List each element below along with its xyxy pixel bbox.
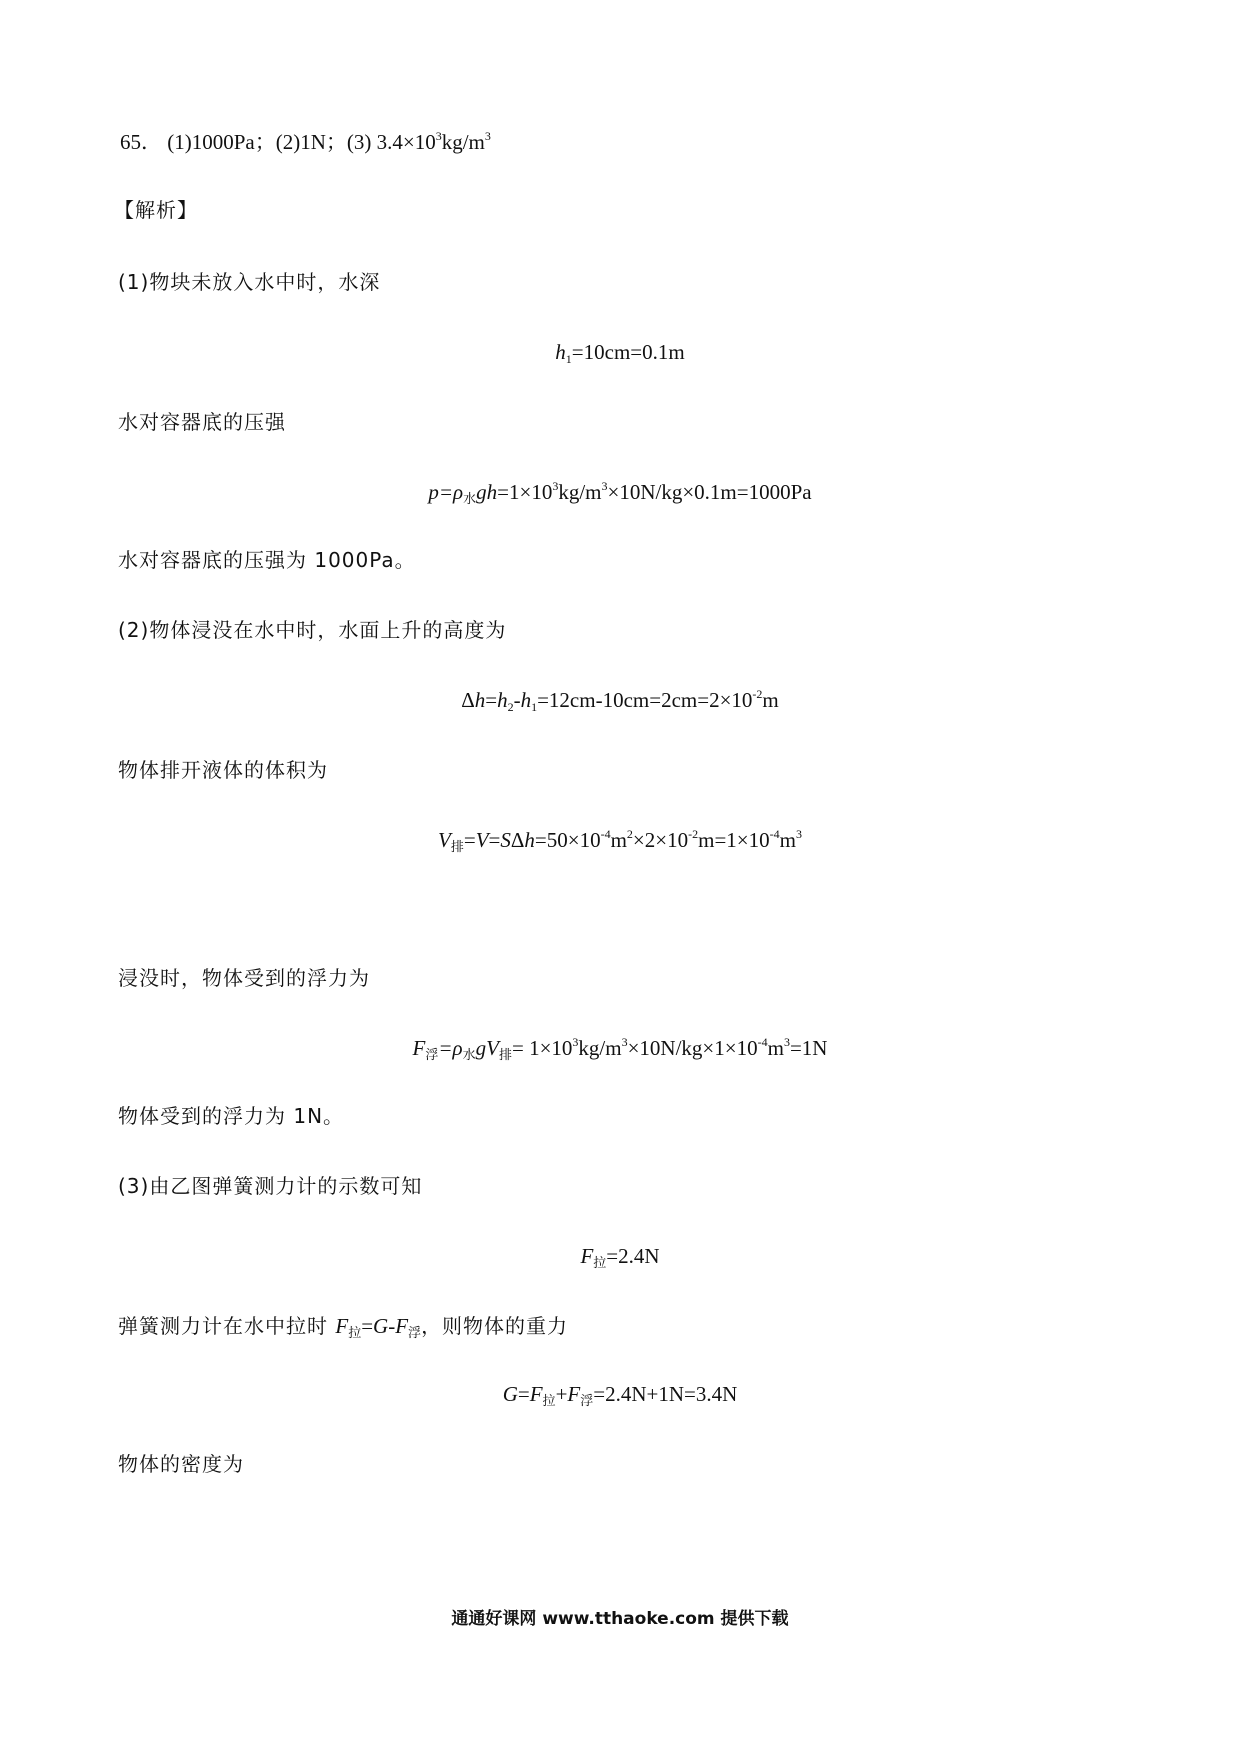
unit: kg/m xyxy=(441,130,485,154)
eq-text: ×10N/kg×1×10 xyxy=(627,1036,758,1060)
subscript: 浮 xyxy=(408,1326,422,1341)
var-h: h xyxy=(524,828,535,852)
subscript: 1 xyxy=(565,352,572,366)
var-V: V xyxy=(475,828,489,852)
subscript: 排 xyxy=(450,840,464,855)
var-p: p xyxy=(428,480,439,504)
eq-text: = xyxy=(485,688,498,712)
delta: Δ xyxy=(510,828,525,852)
exponent: 3 xyxy=(552,479,559,493)
analysis-heading: 【解析】 xyxy=(114,198,198,222)
var-g: g xyxy=(475,1036,487,1060)
page-footer: 通通好课网 www.tthaoke.com 提供下载 xyxy=(451,1609,789,1629)
eq-text: = xyxy=(517,1382,530,1406)
eq-text: - xyxy=(388,1314,396,1338)
pull-relation-line xyxy=(118,1312,568,1340)
exponent: -4 xyxy=(600,827,611,841)
equation-delta-h xyxy=(0,686,1240,714)
subscript: 拉 xyxy=(348,1326,362,1341)
exponent: -4 xyxy=(757,1035,768,1049)
eq-text: = xyxy=(463,828,476,852)
var-h: h xyxy=(474,688,486,712)
exponent: 3 xyxy=(435,129,442,143)
buoyancy-label: 浸没时，物体受到的浮力为 xyxy=(118,966,370,990)
eq-text: m xyxy=(762,688,779,712)
var-h: h xyxy=(520,688,532,712)
exponent: -2 xyxy=(752,687,763,701)
equation-gravity xyxy=(0,1380,1240,1408)
var-V: V xyxy=(486,1036,499,1060)
subscript: 排 xyxy=(498,1048,512,1063)
eq-text: ×10N/kg×0.1m=1000Pa xyxy=(607,480,812,504)
part2-intro: (2)物体浸没在水中时，水面上升的高度为 xyxy=(118,618,507,642)
density-label: 物体的密度为 xyxy=(118,1452,244,1476)
eq-text: =12cm-10cm=2cm=2×10 xyxy=(537,688,753,712)
eq-text: + xyxy=(555,1382,568,1406)
equation-volume xyxy=(0,826,1240,854)
exponent: 3 xyxy=(795,827,802,841)
text: ，则物体的重力 xyxy=(421,1314,569,1338)
subscript: 2 xyxy=(507,700,514,714)
subscript: 1 xyxy=(531,700,538,714)
part1-intro: (1)物块未放入水中时，水深 xyxy=(118,270,381,294)
answer-line xyxy=(120,128,491,156)
var-F: F xyxy=(580,1244,594,1268)
eq-text: =2.4N xyxy=(606,1244,660,1268)
var-S: S xyxy=(500,828,511,852)
var-gh: gh xyxy=(476,480,498,504)
eq-text: =10cm=0.1m xyxy=(571,340,685,364)
equation-buoyancy xyxy=(0,1034,1240,1062)
eq-text: - xyxy=(513,688,521,712)
subscript: 拉 xyxy=(542,1394,556,1409)
eq-text: kg/m xyxy=(578,1036,622,1060)
part3-intro: (3)由乙图弹簧测力计的示数可知 xyxy=(118,1174,423,1198)
eq-text: =2.4N+1N=3.4N xyxy=(593,1382,738,1406)
var-F: F xyxy=(412,1036,426,1060)
eq-text: =ρ xyxy=(438,480,464,504)
var-G: G xyxy=(373,1314,389,1338)
part2-conclusion: 物体受到的浮力为 1N。 xyxy=(118,1104,345,1128)
equation-h1 xyxy=(0,338,1240,366)
var-F: F xyxy=(395,1314,409,1338)
subscript: 拉 xyxy=(593,1256,607,1271)
subscript: 浮 xyxy=(425,1048,439,1063)
volume-label: 物体排开液体的体积为 xyxy=(118,758,328,782)
eq-text: =1N xyxy=(789,1036,828,1060)
eq-text: m xyxy=(610,828,627,852)
eq-text: = xyxy=(488,828,501,852)
var-h: h xyxy=(555,340,566,364)
part1-conclusion: 水对容器底的压强为 1000Pa。 xyxy=(118,548,416,572)
eq-text: =50×10 xyxy=(534,828,601,852)
exponent: 3 xyxy=(621,1035,628,1049)
equation-pressure xyxy=(0,478,1240,506)
eq-text: = 1×10 xyxy=(511,1036,573,1060)
exponent: 3 xyxy=(601,479,608,493)
subscript: 水 xyxy=(462,1048,476,1063)
exponent: -4 xyxy=(769,827,780,841)
question-number: 65． xyxy=(120,130,162,154)
eq-text: ×2×10 xyxy=(632,828,689,852)
eq-text: m xyxy=(767,1036,784,1060)
eq-text: m xyxy=(779,828,796,852)
eq-text: =ρ xyxy=(438,1036,463,1060)
var-h: h xyxy=(497,688,508,712)
eq-text: = xyxy=(361,1314,374,1338)
eq-text: kg/m xyxy=(558,480,602,504)
exponent: 2 xyxy=(626,827,633,841)
var-F: F xyxy=(529,1382,543,1406)
var-V: V xyxy=(438,828,451,852)
eq-text: =1×10 xyxy=(497,480,553,504)
text: 弹簧测力计在水中拉时 xyxy=(118,1314,336,1338)
var-F: F xyxy=(335,1314,349,1338)
var-F: F xyxy=(567,1382,581,1406)
var-G: G xyxy=(502,1382,518,1406)
exponent: 3 xyxy=(484,129,491,143)
subscript: 水 xyxy=(463,492,477,507)
subscript: 浮 xyxy=(580,1394,594,1409)
exponent: -2 xyxy=(688,827,699,841)
delta: Δ xyxy=(461,688,475,712)
equation-pull xyxy=(0,1242,1240,1270)
exponent: 3 xyxy=(783,1035,790,1049)
eq-text: m=1×10 xyxy=(698,828,770,852)
exponent: 3 xyxy=(572,1035,579,1049)
answer-values: (1)1000Pa；(2)1N；(3) 3.4×10 xyxy=(167,130,436,154)
pressure-label: 水对容器底的压强 xyxy=(118,410,286,434)
